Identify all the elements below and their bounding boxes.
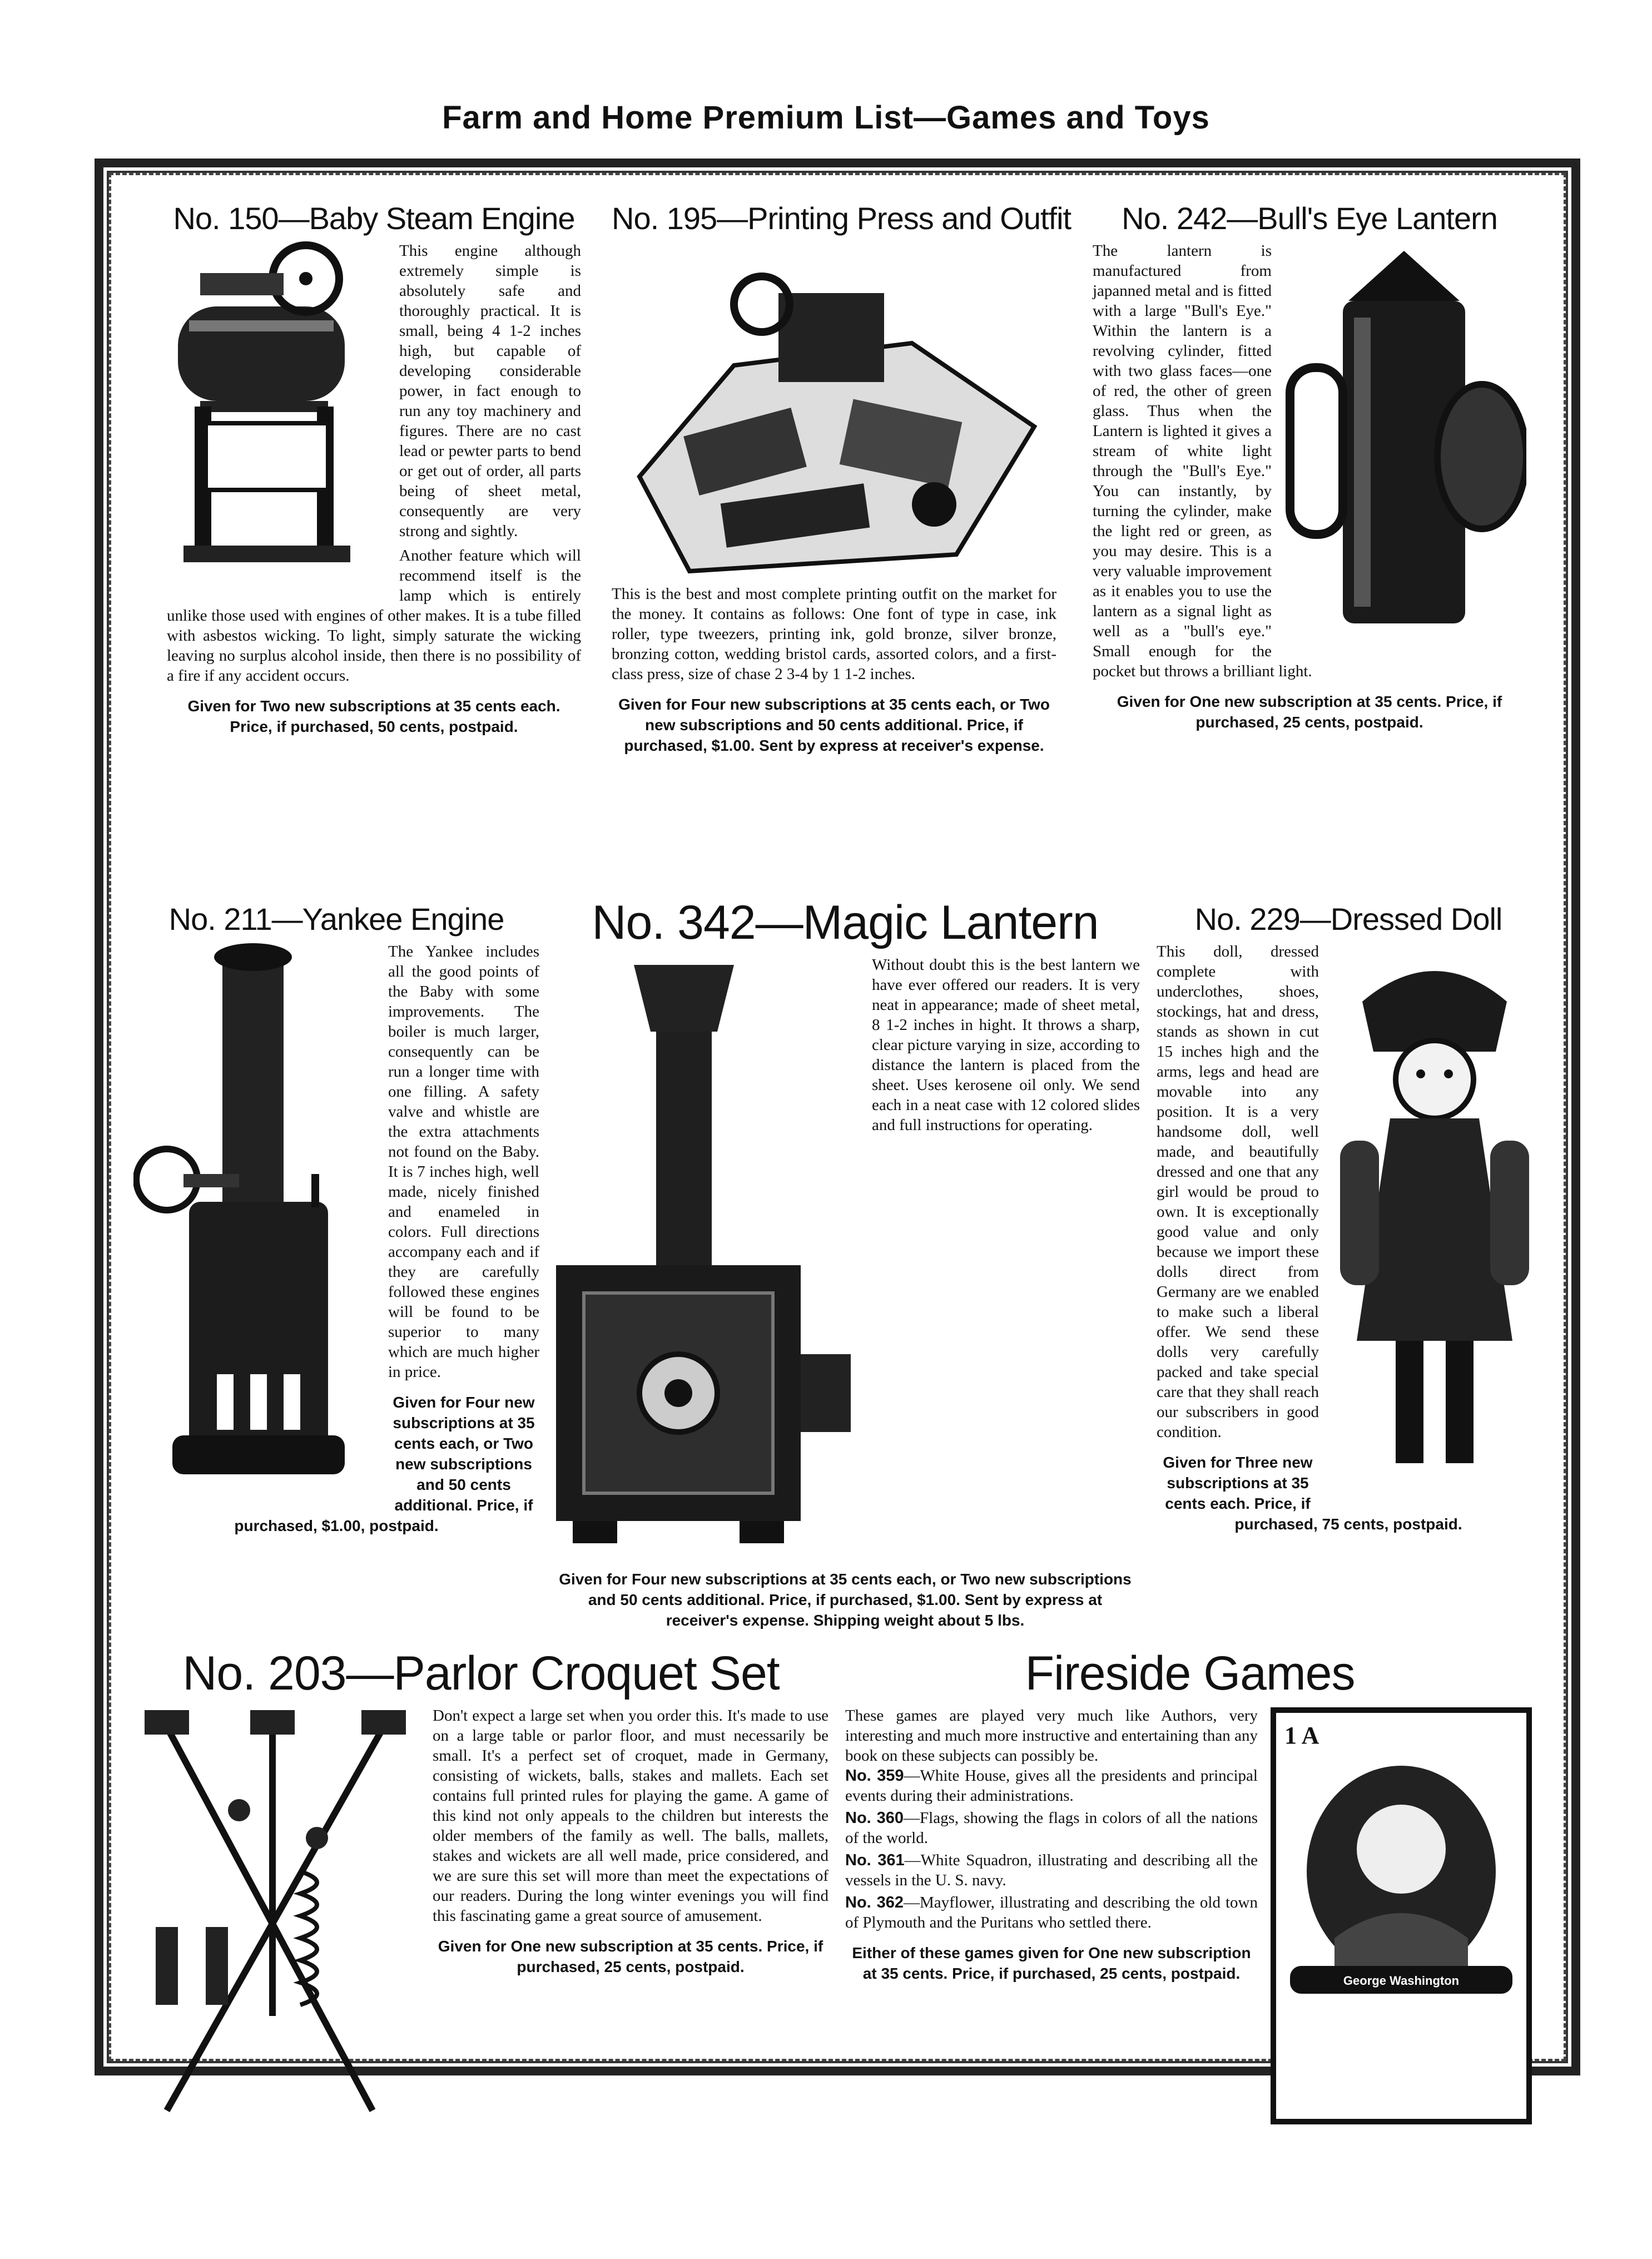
product-dressed-doll	[1157, 901, 1540, 1534]
product-title: No. 211—Yankee Engine	[168, 901, 504, 937]
lantern-illustration	[1282, 240, 1526, 640]
yankee-engine-illustration	[133, 940, 378, 1497]
section-title: Fireside Games	[1025, 1647, 1355, 1700]
product-title: No. 150—Baby Steam Engine	[173, 201, 575, 236]
section-offer: Either of these games given for One new subscription at 35 cents. Price, if purchased, 25 cents, postpaid.	[852, 1944, 1251, 1982]
product-offer: Given for Four new subscriptions at 35 cents each, or Two new subscriptions and 50 cents additional. Price, if purchased, $1.00. Sent by express at receiver's expense. Shipping weight about 5 lbs.	[559, 1571, 1132, 1629]
product-printing-press	[612, 200, 1071, 756]
printing-press-illustration	[623, 243, 1045, 579]
product-yankee-engine	[133, 901, 539, 1536]
product-title: No. 203—Parlor Croquet Set	[182, 1647, 780, 1700]
game-card-illustration	[1268, 1705, 1535, 2127]
game-desc: —White Squadron, illustrating and describing all the vessels in the U. S. navy.	[845, 1851, 1258, 1889]
product-description: The Yankee includes all the good points of the Baby with some improvements. The boiler is much larger, consequently can be run a longer time with one filling. A safety valve and whistle are the extra attachments not found on the Baby. It is 7 inches high, well made, nicely finished and enameled in colors. Full directions accompany each and if they are carefully followed these engines will be found to be superior to many which are much higher in price.	[388, 943, 539, 1381]
product-magic-lantern	[550, 895, 1140, 1631]
doll-illustration	[1329, 940, 1540, 1497]
product-offer: Given for Three new subscriptions at 35 cents each. Price, if purchased, 75 cents, postpaid.	[1163, 1454, 1462, 1533]
product-parlor-croquet-set	[133, 1646, 829, 2132]
product-offer: Given for Four new subscriptions at 35 cents each, or Two new subscriptions and 50 cents additional. Price, if purchased, $1.00. Sent by express at receiver's expense.	[618, 696, 1050, 754]
product-title: No. 195—Printing Press and Outfit	[612, 201, 1071, 236]
card-corner-label: 1 A	[1284, 1722, 1319, 1749]
product-baby-steam-engine	[167, 200, 581, 737]
product-offer: Given for Two new subscriptions at 35 cents each. Price, if purchased, 50 cents, postpaid.	[187, 697, 560, 735]
product-description: The lantern is manufactured from japanned metal and is fitted with a large "Bull's Eye." Within the lantern is a revolving cylinder, fitted with two glass faces—one of red, the other of green glass. Thus when the Lantern is lighted it gives a stream of white light through the "Bull's Eye." You can instantly, by turning the cylinder, make the light red or green, as you may desire. This is a very valuable improvement as it enables you to use the lantern as a signal light as well as a "bull's eye." Small enough for the pocket but throws a brilliant light.	[1093, 242, 1312, 680]
product-description-2: Another feature which will recommend itself is the lamp which is entirely unlike those used with engines of other makes. It is a tube filled with asbestos wicking. To light, simply saturate the wicking leaving no surplus alcohol inside, then there is no possibility of a fire if any accident occurs.	[167, 547, 581, 685]
product-description: Don't expect a large set when you order this. It's made to use on a large table or parlor floor, and must necessarily be small. It's a perfect set of croquet, made in Germany, consisting of wickets, balls, stakes and mallets. Each set contains full printed rules for playing the game. A game of this kind not only appeals to the children but interests the older members of the family as well. The balls, mallets, stakes and wickets are all well made, price considered, and we are sure this set will more than meet the expectations of our readers. During the long winter evenings you will find this fascinating game a great source of amusement.	[433, 1707, 829, 1925]
croquet-set-illustration	[133, 1705, 423, 2127]
game-desc: —Flags, showing the flags in colors of all the nations of the world.	[845, 1809, 1258, 1847]
product-offer: Given for One new subscription at 35 cents. Price, if purchased, 25 cents, postpaid.	[438, 1938, 823, 1975]
game-number: No. 360	[845, 1809, 904, 1827]
product-description: This is the best and most complete printing outfit on the market for the money. It contains as follows: One font of type in case, ink roller, type tweezers, printing ink, gold bronze, silver bronze, bronzing cotton, wedding bristol cards, assorted colors, and a first-class press, size of chase 2 3-4 by 1 1-2 inches.	[612, 585, 1056, 683]
game-number: No. 361	[845, 1851, 905, 1869]
magic-lantern-illustration	[550, 954, 862, 1554]
product-offer: Given for Four new subscriptions at 35 cents each, or Two new subscriptions and 50 cents additional. Price, if purchased, $1.00, postpaid.	[234, 1394, 535, 1534]
product-title: No. 229—Dressed Doll	[1194, 901, 1502, 937]
game-number: No. 362	[845, 1894, 904, 1911]
product-offer: Given for One new subscription at 35 cents. Price, if purchased, 25 cents, postpaid.	[1117, 693, 1502, 731]
product-bulls-eye-lantern	[1093, 200, 1526, 732]
steam-engine-illustration	[167, 240, 389, 584]
fireside-games	[845, 1646, 1535, 2132]
product-title: No. 342—Magic Lantern	[592, 896, 1099, 949]
card-name-label: George Washington	[1343, 1974, 1460, 1988]
game-desc: —White House, gives all the presidents and principal events during their administrations.	[845, 1767, 1258, 1805]
product-description: Without doubt this is the best lantern we have ever offered our readers. It is very neat in appearance; made of sheet metal, 8 1-2 inches in hight. It throws a sharp, clear picture varying in size, according to distance the lantern is placed from the sheet. Uses kerosene oil only. We send each in a neat case with 12 colored slides and full instructions for operating.	[872, 956, 1140, 1134]
page-title: Farm and Home Premium List—Games and Toys	[442, 100, 1210, 136]
game-number: No. 359	[845, 1767, 904, 1785]
product-description: This doll, dressed complete with underclothes, shoes, stockings, hat and dress, stands as shown in cut 15 inches high and the arms, legs and head are movable into any position. It is a very handsome doll, well made, and beautifully dressed and one that any girl would be proud to own. It is exceptionally good value and only because we import these dolls direct from Germany are we enabled to make such a liberal offer. We send these dolls very carefully packed and take special care that they shall reach our subscribers in good condition.	[1157, 943, 1319, 1441]
section-intro: These games are played very much like Authors, very interesting and much more instructive and entertaining than any book on these subjects can possibly be.	[845, 1707, 1258, 1765]
product-title: No. 242—Bull's Eye Lantern	[1122, 201, 1497, 236]
product-description: This engine although extremely simple is absolutely safe and thoroughly practical. It is small, being 4 1-2 inches high, but capable of developing considerable power, in fact enough to run any toy machinery and figures. There are no cast lead or pewter parts to bend or get out of order, all parts being of sheet metal, consequently are very strong and sightly.	[399, 242, 581, 540]
game-desc: —Mayflower, illustrating and describing the old town of Plymouth and the Puritans who settled there.	[845, 1894, 1258, 1931]
